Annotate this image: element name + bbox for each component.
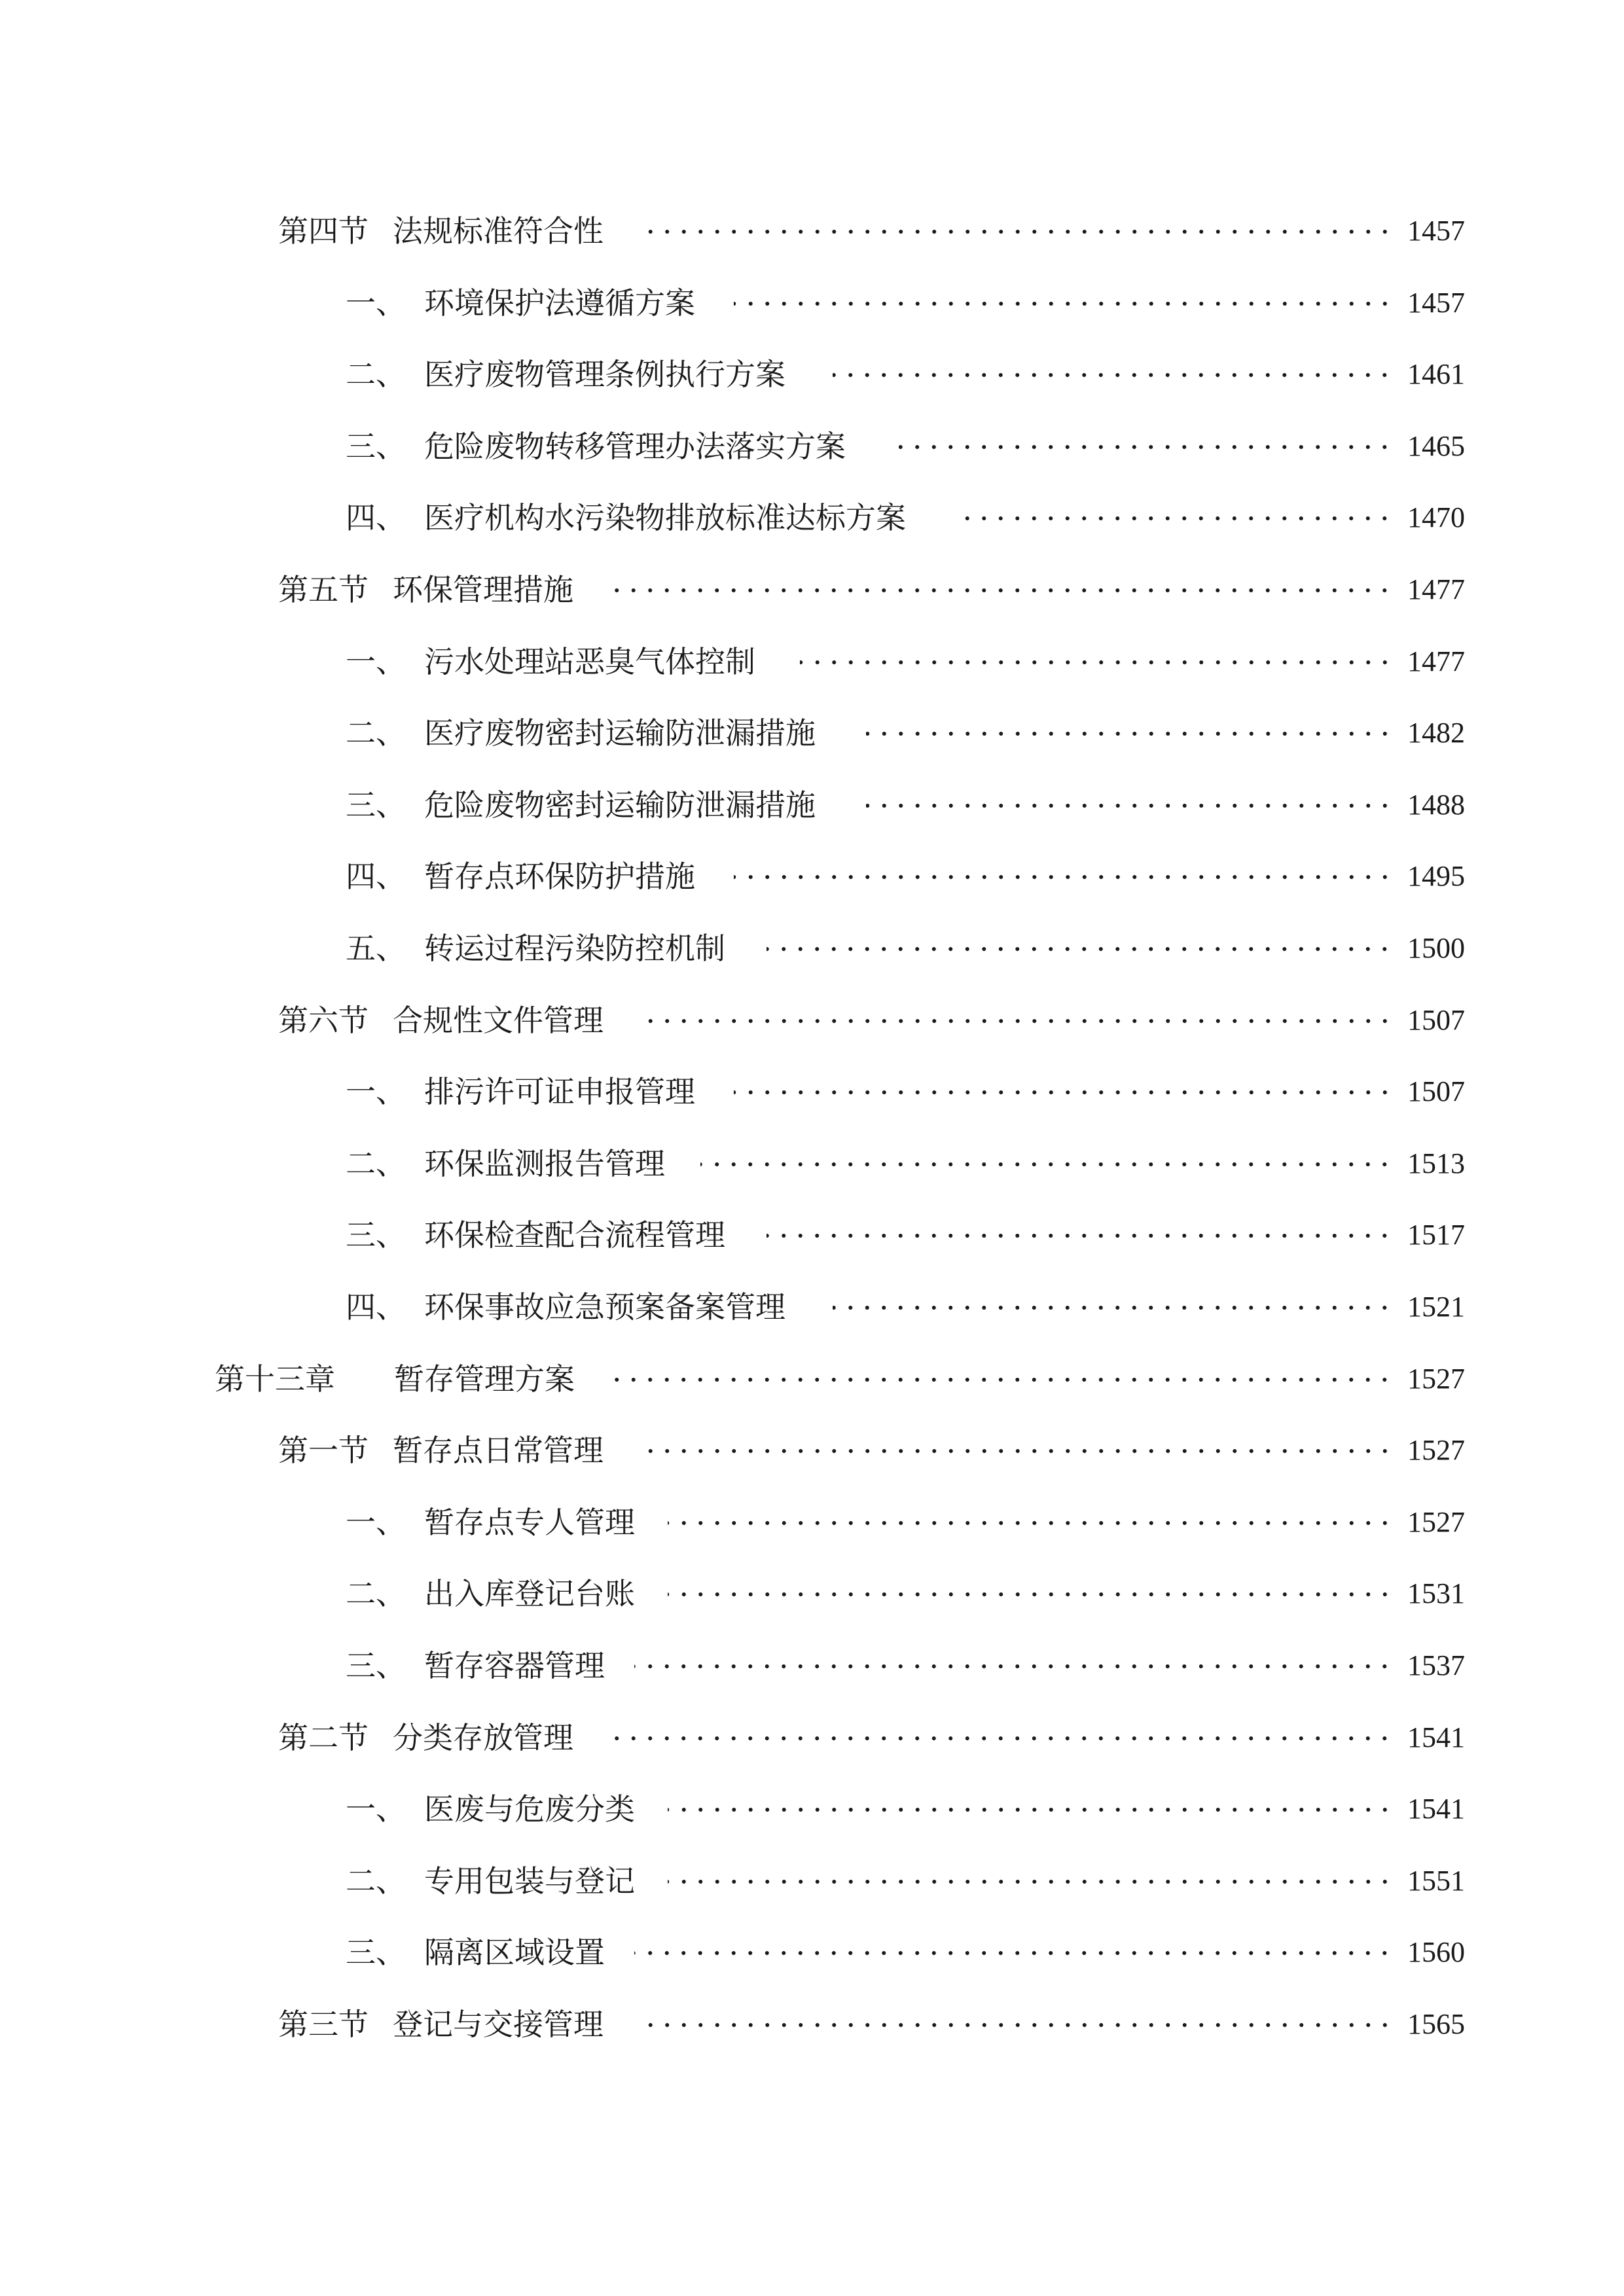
toc-entry-page-number: 1507 (1407, 1075, 1465, 1108)
toc-entry-title: 暂存点专人管理 (424, 1504, 635, 1540)
toc-entry-title: 专用包装与登记 (424, 1863, 635, 1899)
toc-entry-number: 第二节 (278, 1719, 369, 1755)
dot-leader (668, 1592, 1394, 1597)
toc-entry-title: 暂存管理方案 (394, 1361, 575, 1397)
dot-leader (604, 1377, 1393, 1382)
toc-entry-title: 登记与交接管理 (393, 2007, 604, 2042)
toc-entry-title: 法规标准符合性 (393, 213, 604, 249)
toc-entry-title: 暂存点日常管理 (393, 1433, 604, 1469)
toc-entry-title: 医疗废物管理条例执行方案 (424, 357, 785, 393)
toc-entry-number: 第四节 (278, 213, 369, 249)
toc-entry-page-number: 1513 (1407, 1147, 1465, 1179)
toc-entry-number: 第六节 (278, 1002, 369, 1038)
toc-entry-title: 环保监测报告管理 (424, 1145, 665, 1181)
dot-leader (636, 1448, 1394, 1454)
dot-leader (636, 229, 1394, 234)
toc-entry-item[interactable] (0, 769, 1624, 841)
dot-leader (636, 2022, 1394, 2028)
toc-entry-number: 一、 (346, 1504, 406, 1540)
toc-entry-page-number: 1541 (1407, 1793, 1465, 1825)
toc-entry-number: 三、 (346, 1648, 406, 1683)
toc-entry-number: 一、 (346, 1074, 406, 1110)
toc-entry-page-number: 1527 (1407, 1434, 1465, 1467)
toc-entry-page-number: 1500 (1407, 932, 1465, 964)
toc-entry-item[interactable] (0, 1128, 1624, 1200)
dot-leader (767, 946, 1393, 952)
toc-entry-title: 暂存容器管理 (424, 1648, 605, 1683)
toc-entry-page-number: 1477 (1407, 645, 1465, 677)
toc-entry-number: 四、 (346, 1289, 406, 1325)
toc-entry-number: 一、 (346, 1791, 406, 1827)
toc-entry-item[interactable] (0, 1486, 1624, 1558)
toc-entry-page-number: 1465 (1407, 429, 1465, 462)
dot-leader (734, 301, 1394, 306)
toc-entry-item[interactable] (0, 1916, 1624, 1988)
toc-entry-number: 三、 (346, 1217, 406, 1253)
toc-entry-title: 出入库登记台账 (424, 1576, 635, 1612)
dot-leader (734, 874, 1394, 880)
toc-entry-title: 转运过程污染防控机制 (424, 931, 725, 966)
toc-entry-number: 五、 (346, 931, 406, 966)
toc-entry-title: 合规性文件管理 (393, 1002, 604, 1038)
toc-entry-page-number: 1461 (1407, 358, 1465, 391)
toc-entry-title: 排污许可证申报管理 (424, 1074, 695, 1110)
toc-entry-page-number: 1488 (1407, 788, 1465, 821)
toc-entry-item[interactable] (0, 1558, 1624, 1630)
toc-entry-number: 二、 (346, 715, 406, 751)
dot-leader (734, 1090, 1394, 1095)
toc-entry-page-number: 1537 (1407, 1649, 1465, 1681)
dot-leader (603, 1736, 1393, 1741)
toc-entry-title: 环保检查配合流程管理 (424, 1217, 725, 1253)
toc-entry-number: 三、 (346, 787, 406, 823)
toc-entry-page-number: 1517 (1407, 1219, 1465, 1251)
toc-entry-title: 隔离区域设置 (424, 1935, 605, 1971)
toc-entry-title: 医疗机构水污染物排放标准达标方案 (424, 500, 906, 536)
toc-entry-title: 环境保护法遵循方案 (424, 285, 695, 321)
dot-leader (636, 1018, 1394, 1024)
dot-leader (668, 1520, 1394, 1526)
toc-entry-item[interactable] (0, 410, 1624, 482)
dot-leader (603, 588, 1393, 593)
toc-entry-item[interactable] (0, 912, 1624, 984)
toc-entry-number: 第五节 (278, 572, 369, 607)
toc-entry-chapter[interactable] (0, 1343, 1624, 1415)
toc-entry-item[interactable] (0, 1271, 1624, 1343)
toc-entry-number: 二、 (346, 1145, 406, 1181)
toc-entry-item[interactable] (0, 840, 1624, 912)
dot-leader (668, 1879, 1394, 1884)
toc-entry-page-number: 1521 (1407, 1291, 1465, 1323)
dot-leader (866, 731, 1394, 736)
toc-entry-page-number: 1457 (1407, 215, 1465, 247)
dot-leader (668, 1807, 1394, 1812)
toc-entry-page-number: 1565 (1407, 2008, 1465, 2040)
toc-entry-title: 环保事故应急预案备案管理 (424, 1289, 785, 1325)
toc-entry-title: 环保管理措施 (393, 572, 573, 607)
toc-entry-number: 四、 (346, 500, 406, 536)
toc-entry-item[interactable] (0, 697, 1624, 769)
dot-leader (866, 803, 1394, 808)
toc-entry-number: 二、 (346, 1576, 406, 1612)
toc-entry-number: 第十三章 (215, 1361, 335, 1397)
toc-entry-page-number: 1527 (1407, 1362, 1465, 1395)
toc-entry-number: 四、 (346, 859, 406, 895)
toc-entry-page-number: 1457 (1407, 286, 1465, 319)
toc-entry-title: 医疗废物密封运输防泄漏措施 (424, 715, 816, 751)
toc-entry-page-number: 1560 (1407, 1936, 1465, 1969)
toc-entry-number: 二、 (346, 1863, 406, 1899)
toc-entry-section[interactable] (0, 1702, 1624, 1774)
toc-entry-section[interactable] (0, 1988, 1624, 2060)
toc-entry-number: 一、 (346, 643, 406, 679)
toc-entry-title: 暂存点环保防护措施 (424, 859, 695, 895)
toc-entry-section[interactable] (0, 554, 1624, 626)
toc-entry-item[interactable] (0, 482, 1624, 554)
dot-leader (965, 516, 1393, 521)
toc-entry-page-number: 1527 (1407, 1505, 1465, 1538)
toc-entry-number: 三、 (346, 428, 406, 464)
dot-leader (833, 1305, 1393, 1310)
toc-entry-page-number: 1507 (1407, 1003, 1465, 1036)
toc-entry-item[interactable] (0, 1773, 1624, 1845)
toc-entry-page-number: 1541 (1407, 1721, 1465, 1753)
toc-entry-title: 医废与危废分类 (424, 1791, 635, 1827)
toc-entry-item[interactable] (0, 626, 1624, 698)
dot-leader (700, 1162, 1393, 1167)
toc-entry-item[interactable] (0, 1199, 1624, 1271)
toc-entry-page-number: 1470 (1407, 501, 1465, 534)
toc-entry-item[interactable] (0, 1056, 1624, 1128)
dot-leader (800, 660, 1394, 665)
dot-leader (634, 1950, 1393, 1956)
toc-entry-number: 三、 (346, 1935, 406, 1971)
toc-entry-page-number: 1477 (1407, 573, 1465, 605)
toc-entry-number: 一、 (346, 285, 406, 321)
toc-entry-item[interactable] (0, 267, 1624, 339)
toc-entry-number: 二、 (346, 357, 406, 393)
dot-leader (634, 1664, 1393, 1669)
toc-entry-page-number: 1482 (1407, 717, 1465, 749)
dot-leader (767, 1233, 1393, 1238)
toc-entry-item[interactable] (0, 1845, 1624, 1917)
dot-leader (833, 372, 1393, 378)
toc-entry-page-number: 1551 (1407, 1864, 1465, 1897)
toc-entry-item[interactable] (0, 338, 1624, 410)
toc-entry-section[interactable] (0, 1414, 1624, 1486)
toc-entry-page-number: 1495 (1407, 860, 1465, 893)
toc-entry-section[interactable] (0, 984, 1624, 1056)
toc-entry-title: 危险废物密封运输防泄漏措施 (424, 787, 816, 823)
toc-entry-title: 分类存放管理 (393, 1719, 573, 1755)
toc-entry-page-number: 1531 (1407, 1577, 1465, 1610)
toc-entry-title: 危险废物转移管理办法落实方案 (424, 428, 846, 464)
dot-leader (899, 444, 1393, 450)
toc-entry-number: 第一节 (278, 1433, 369, 1469)
toc-entry-section[interactable] (0, 195, 1624, 267)
toc-entry-title: 污水处理站恶臭气体控制 (424, 643, 755, 679)
toc-entry-item[interactable] (0, 1630, 1624, 1702)
toc-entry-number: 第三节 (278, 2007, 369, 2042)
